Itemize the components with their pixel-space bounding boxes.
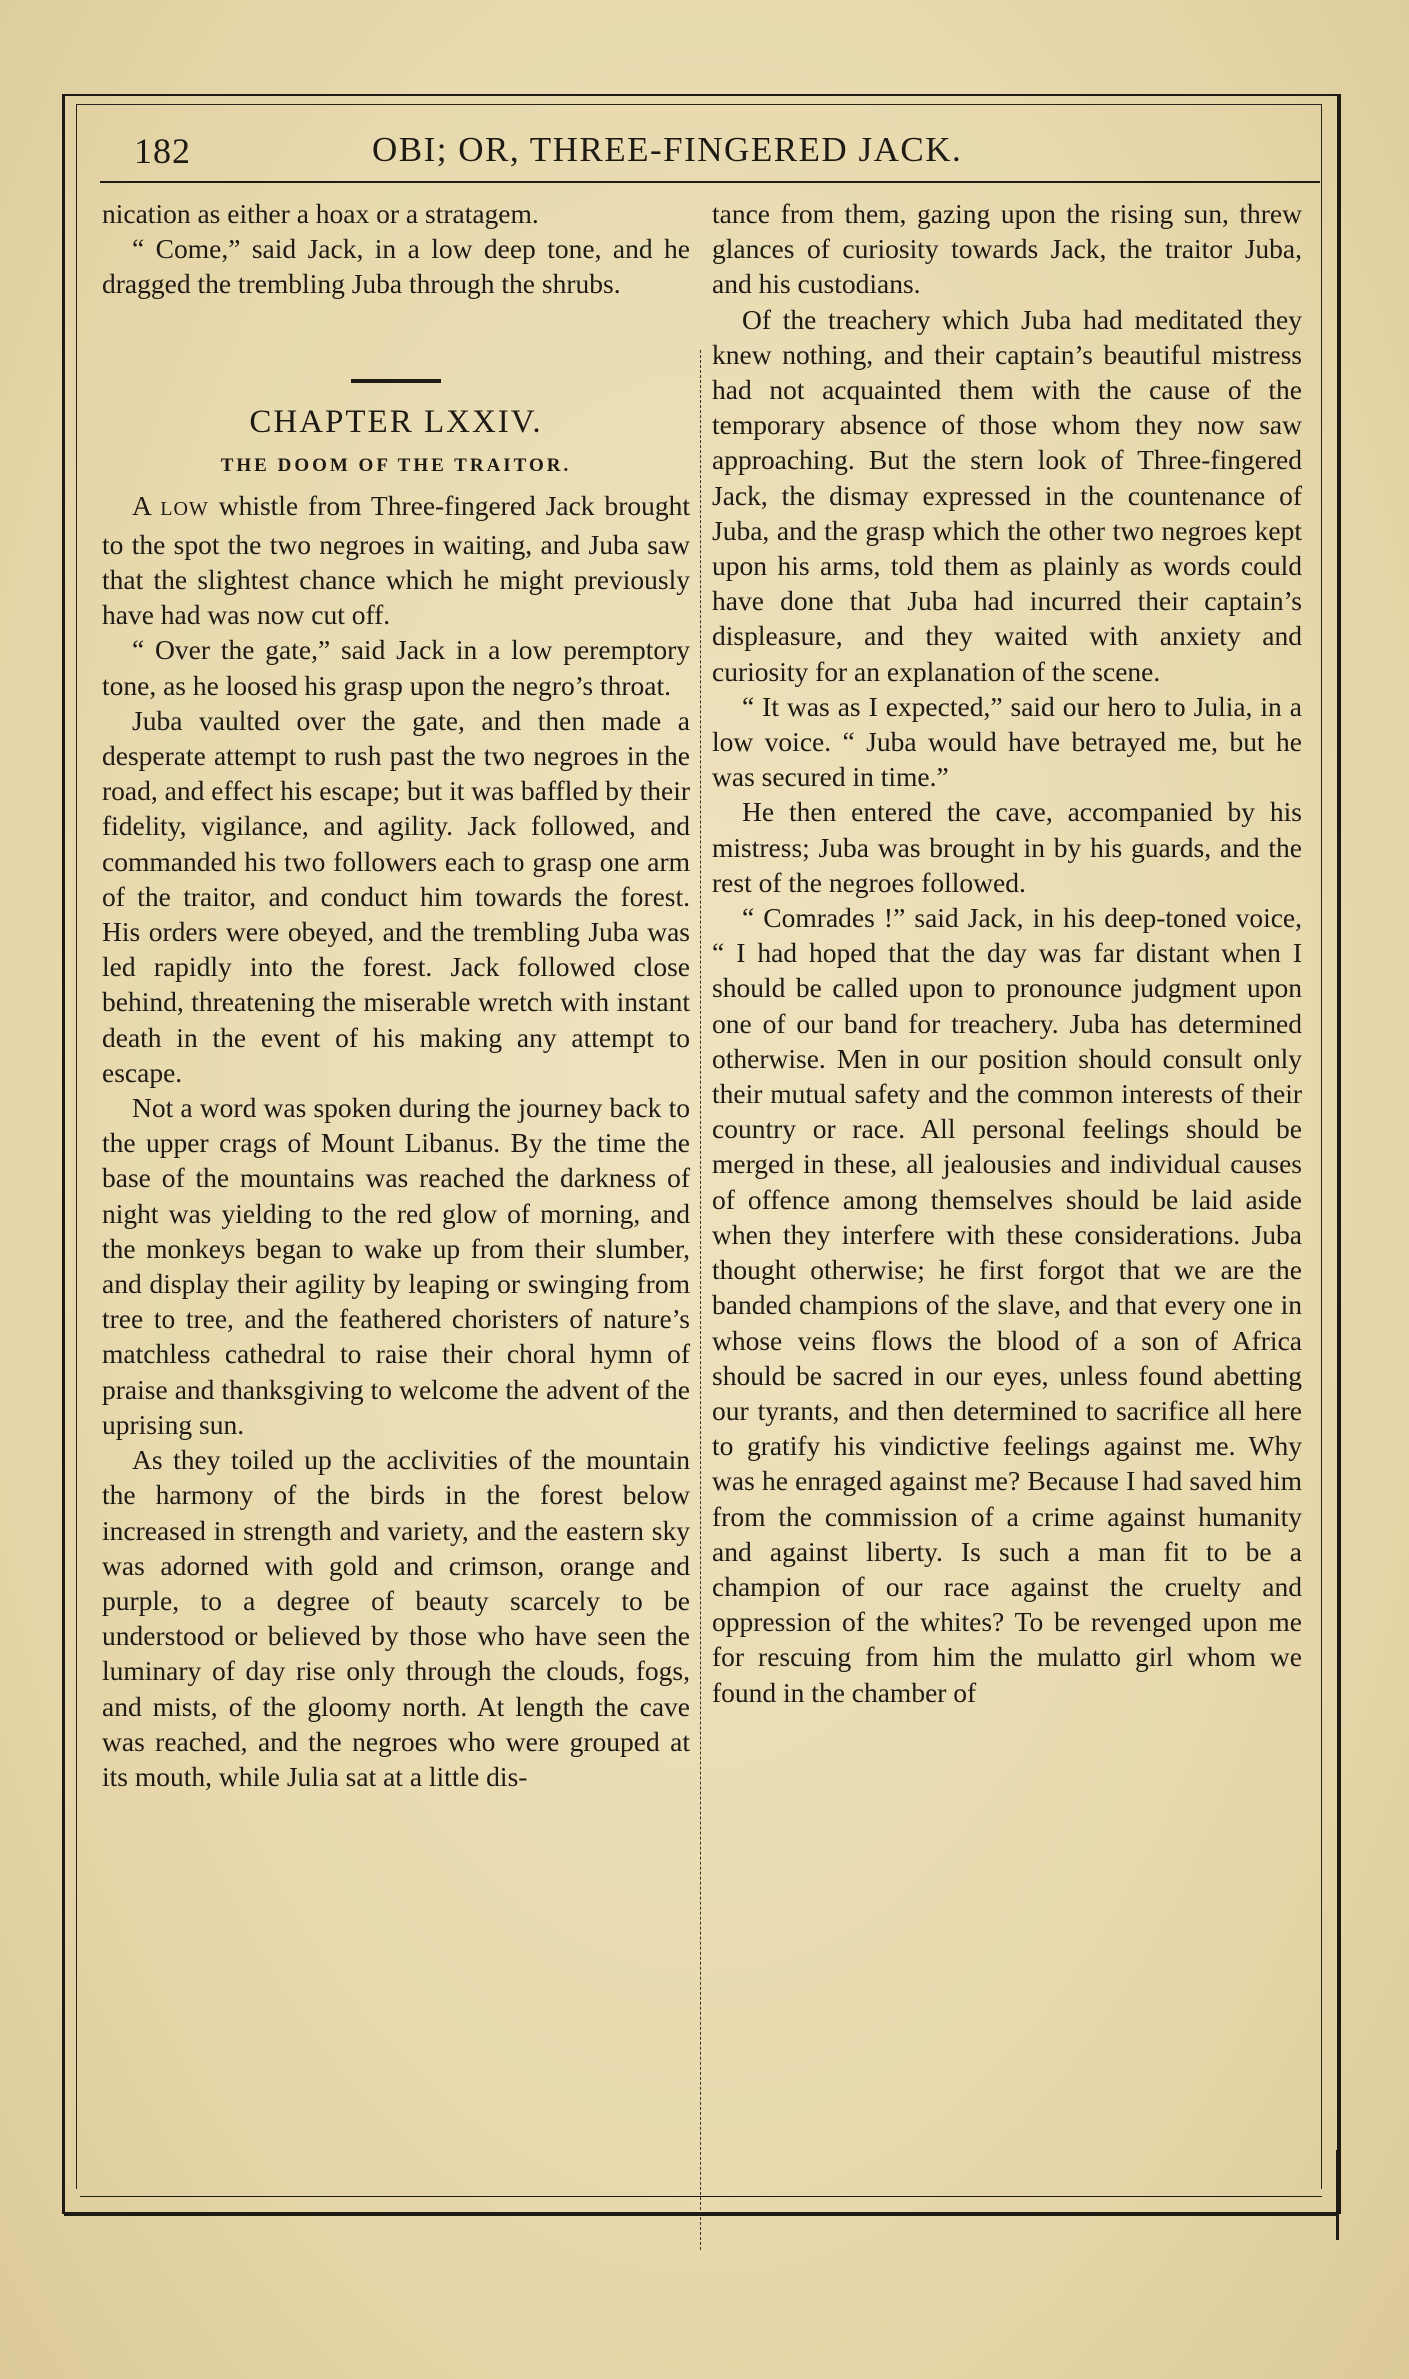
column-divider — [700, 350, 701, 2250]
running-title: OBI; OR, THREE-FINGERED JACK. — [372, 130, 963, 169]
left-paragraph: nication as either a hoax or a stratagem. — [102, 198, 539, 229]
margin-mark — [1336, 2150, 1339, 2240]
header-rule — [100, 181, 1320, 183]
smallcaps-word: LOW — [160, 497, 209, 520]
left-paragraph: As they toiled up the acclivities of the mountain the harmony of the birds in the forest below increased in strength and variety, and the eastern sky was adorned with gold and crimson, orange and purple, to a degree of beauty scarcely to be understood or believed by those who have seen the luminary of day rise only through the clouds, fogs, and mists, of the gloomy north. At length the cave was reached, and the negroes who were grouped at its mouth, while Julia sat at a little dis- — [102, 1444, 690, 1792]
left-paragraph: Juba vaulted over the gate, and then made a desperate attempt to rush past the two negroes in the road, and effect his escape; but it was baffled by their fidelity, vigilance, and agility. Jack followed, and commanded his two followers each to grasp one arm of the traitor, and conduct him towards the forest. His orders were obeyed, and the trembling Juba was led rapidly into the forest. Jack followed close behind, threatening the miserable wretch with instant death in the event of his making any attempt to escape. — [102, 704, 690, 1088]
right-paragraph: “ Comrades !” said Jack, in his deep-toned voice, “ I had hoped that the day was far distant when I should be called upon to pronounce judgment upon one of our band for treachery. Juba has determined otherwise. Men in our position should consult only their mutual safety and the common interests of their country or race. All personal feelings should be merged in these, all jealousies and individual causes of offence among themselves should be laid aside when they interfere with these considerations. Juba thought otherwise; he first forgot that we are the banded champions of the slave, and that every one in whose veins flows the blood of a son of Africa should be sacred in our eyes, unless found abetting our tyrants, and then determined to sacrifice all here to gratify his vindictive feelings against me. Why was he enraged against me? Because I had saved him from the commission of a crime against humanity and against liberty. Is such a man fit to be a champion of our race against the cruelty and oppression of the whites? To be revenged upon me for rescuing from him the mulatto girl whom we found in the chamber of — [712, 902, 1302, 1708]
right-column — [712, 196, 1302, 1710]
section-ornament — [102, 360, 690, 374]
left-paragraph: Not a word was spoken during the journey back to the upper crags of Mount Libanus. By the time the base of the mountains was reached the darkness of night was yielding to the red glow of morning, and the monkeys began to wake up from their slumber, and display their agility by leaping or swinging from tree to tree, and the feathered choristers of nature’s matchless cathedral to raise their choral hymn of praise and thanksgiving to welcome the advent of the uprising sun. — [102, 1092, 690, 1440]
page-header — [100, 124, 1320, 184]
chapter-subtitle: THE DOOM OF THE TRAITOR. — [220, 454, 572, 476]
right-paragraph: tance from them, gazing upon the rising sun, threw glances of curiosity towards Jack, the traitor Juba, and his custodians. — [712, 198, 1302, 300]
left-paragraph — [102, 488, 690, 633]
left-paragraph: “ Come,” said Jack, in a low deep tone, and he dragged the trembling Juba through the shrubs. — [102, 233, 690, 300]
right-paragraph: Of the treachery which Juba had meditated they knew nothing, and their captain’s beautiful mistress had not acquainted them with the cause of the temporary absence of those whom they now saw approaching. But the stern look of Three-fingered Jack, the dismay expressed in the countenance of Juba, and the grasp which the other two negroes kept upon his arms, told them as plainly as words could have done that Juba had incurred their captain’s displeasure, and they waited with anxiety and curiosity for an explanation of the scene. — [712, 303, 1302, 687]
right-paragraph: He then entered the cave, accompanied by his mistress; Juba was brought in by his guards, and the rest of the negroes followed. — [712, 796, 1302, 898]
drop-letter: A — [132, 489, 151, 521]
chapter-heading: CHAPTER LXXIV. — [249, 403, 543, 440]
page-number: 182 — [134, 131, 191, 171]
footer-rule-thin — [80, 2196, 1322, 2197]
footer-rule-thick — [64, 2212, 1336, 2216]
paragraph-text: whistle from Three-fingered Jack brought to the spot the two negroes in waiting, and Juba saw that the slightest chance which he might previously have had was now cut off. — [102, 489, 691, 631]
left-paragraph: “ Over the gate,” said Jack in a low peremptory tone, as he loosed his grasp upon the negro’s throat. — [102, 634, 690, 701]
left-column — [102, 196, 690, 1794]
right-paragraph: “ It was as I expected,” said our hero to Julia, in a low voice. “ Juba would have betrayed me, but he was secured in time.” — [712, 690, 1302, 793]
